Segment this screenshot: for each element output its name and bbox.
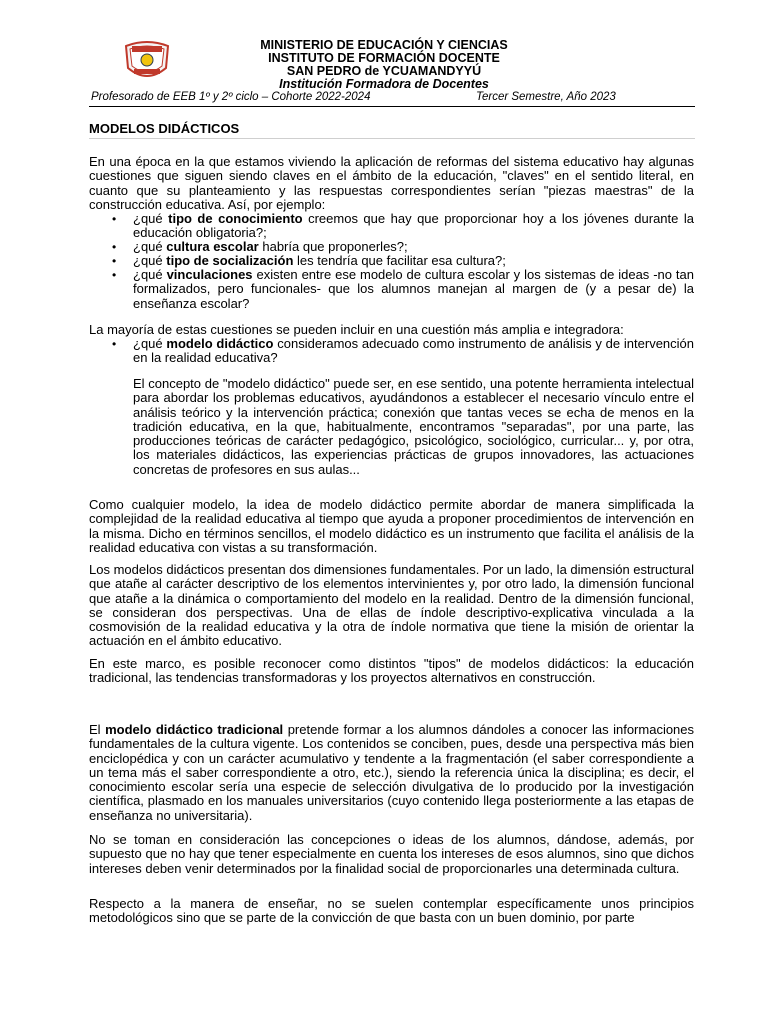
bullet-item-4: ¿qué vinculaciones existen entre ese modelo de cultura escolar y los sistemas de ideas -no tan formalizados, pero funcionales- que los alumnos manejan al margen de (y a pesar de) la enseñanza escolar? xyxy=(133,267,694,311)
title-underline xyxy=(89,138,695,139)
bullet-item-2: ¿qué cultura escolar habría que proponerles?; xyxy=(133,239,408,254)
paragraph-cuestiones: La mayoría de estas cuestiones se pueden incluir en una cuestión más amplia e integradora: xyxy=(89,322,624,337)
paragraph-tipos: En este marco, es posible reconocer como distintos "tipos" de modelos didácticos: la educación tradicional, las tendencias transformadoras y los proyectos alternativos en construcción. xyxy=(89,656,694,686)
paragraph-tradicional: El modelo didáctico tradicional pretende formar a los alumnos dándoles a conocer las informaciones fundamentales de la cultura vigente. Los contenidos se conciben, pues, desde una perspectiva más bien enciclopédica y con un carácter acumulativo y tendente a la fragmentación (el saber correspondiente a un tema más el saber correspondiente a otro, etc.), siendo la referencia única la disciplina; es decir, el conocimiento escolar sería una especie de selección divulgativa de lo producido por la investigación científica, plasmado en los manuales universitarios (cuyo contenido llega posteriormente a las etapas de enseñanza no universitaria). xyxy=(89,722,695,823)
section-title: MODELOS DIDÁCTICOS xyxy=(89,121,240,136)
header-divider xyxy=(89,106,695,107)
header-semester: Tercer Semestre, Año 2023 xyxy=(476,91,616,103)
header-tagline: Institución Formadora de Docentes xyxy=(279,77,489,91)
bullet-marker: • xyxy=(112,337,117,351)
bullet-marker: • xyxy=(112,212,117,226)
header-institute: INSTITUTO DE FORMACIÓN DOCENTE xyxy=(268,51,500,65)
header-city: SAN PEDRO de YCUAMANDYYÚ xyxy=(286,64,482,78)
paragraph-concepciones: No se toman en consideración las concepciones o ideas de los alumnos, dándose, además, por supuesto que no hay que tener especialmente en cuenta los intereses de esos alumnos, sino que dichos intereses deben venir determinados por la finalidad social de proporcionarles una determinada cultura. xyxy=(89,832,694,876)
bullet-marker: • xyxy=(112,240,117,254)
bullet-marker: • xyxy=(112,254,117,268)
bullet-item-modelo: ¿qué modelo didáctico consideramos adecuado como instrumento de análisis y de intervención en la realidad educativa? xyxy=(133,336,694,366)
paragraph-dimensiones: Los modelos didácticos presentan dos dimensiones fundamentales. Por un lado, la dimensión estructural que atañe al carácter descriptivo de los elementos intervinientes y, por otro lado, la dimensión funcional que atañe a la dinámica o comportamiento del modelo en la realidad. Dentro de la dimensión funcional, se consideran dos perspectivas. Una de ellas de índole descriptivo-explicativa vinculada a la cosmovisión de la realidad educativa y la otra de índole normativa que tiene la misión de orientar la actuación en el ámbito educativo. xyxy=(89,562,694,649)
intro-paragraph: En una época en la que estamos viviendo la aplicación de reformas del sistema educativo hay algunas cuestiones que siguen siendo claves en el ámbito de la educación, "claves" en el sentido literal, en cuanto que su planteamiento y las respuestas correspondientes serían "piezas maestras" de la construcción educativa. Así, por ejemplo: xyxy=(89,154,694,212)
bullet-item-1: ¿qué tipo de conocimiento creemos que hay que proporcionar hoy a los jóvenes durante la educación obligatoria?; xyxy=(133,211,694,241)
indented-paragraph-concepto: El concepto de "modelo didáctico" puede ser, en ese sentido, una potente herramienta intelectual para abordar los problemas educativos, ayudándonos a establecer el necesario vínculo entre el análisis teórico y la intervención práctica; conexión que tantas veces se echa de menos en la tradición educativa, en la que, habitualmente, encontramos "separadas", por una parte, las producciones teóricas de carácter pedagógico, psicológico, sociológico, curricular... y, por otra, los materiales didácticos, las experiencias prácticas de grupos innovadores, las actuaciones concretas de profesores en sus aulas... xyxy=(133,376,694,477)
header-program: Profesorado de EEB 1º y 2º ciclo – Cohorte 2022-2024 xyxy=(91,91,371,103)
paragraph-modelo: Como cualquier modelo, la idea de modelo didáctico permite abordar de manera simplificada la complejidad de la realidad educativa al tiempo que ayuda a proponer procedimientos de intervención en la misma. Dicho en términos sencillos, el modelo didáctico es un instrumento que facilita el análisis de la realidad educativa con vistas a su transformación. xyxy=(89,497,694,555)
bullet-item-3: ¿qué tipo de socialización les tendría que facilitar esa cultura?; xyxy=(133,253,506,268)
header-ministry: MINISTERIO DE EDUCACIÓN Y CIENCIAS xyxy=(260,38,508,52)
bullet-marker: • xyxy=(112,268,117,282)
paragraph-metodologia: Respecto a la manera de enseñar, no se suelen contemplar específicamente unos principios metodológicos sino que se parte de la convicción de que basta con un buen dominio, por parte xyxy=(89,896,694,926)
